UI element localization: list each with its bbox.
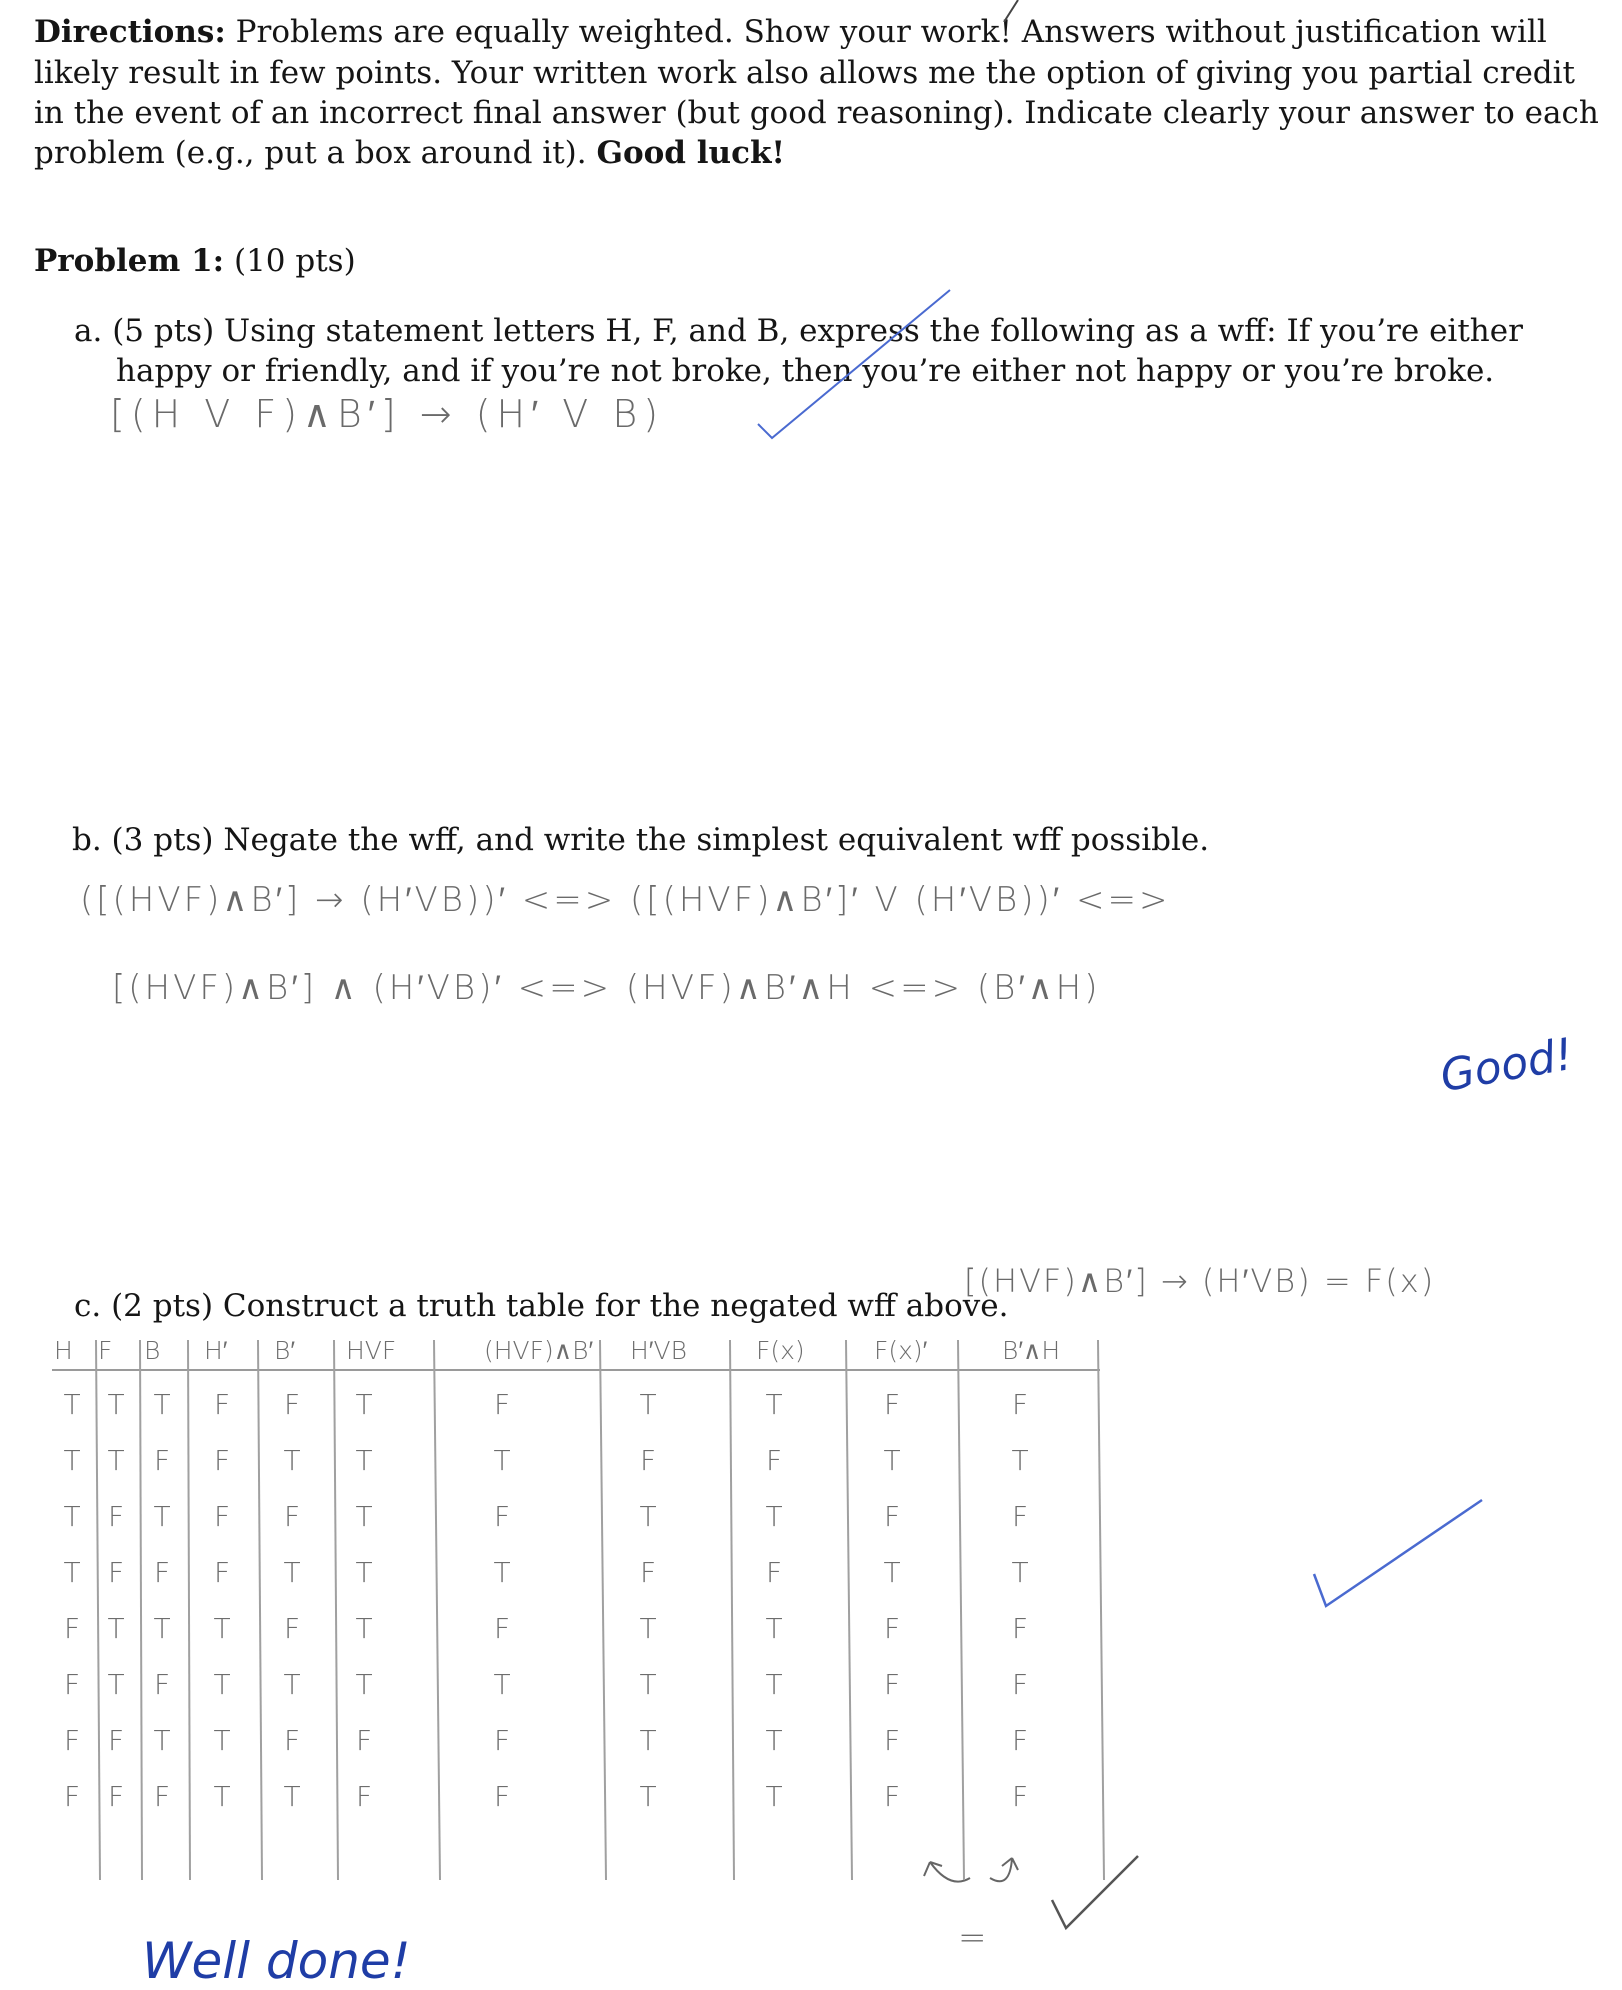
truth-table-cell: F [153,1556,171,1589]
truth-table-cell: F [355,1724,373,1757]
directions-line-2: likely result in few points. Your written work also allows me the option of giving you partial credit [34,55,1576,91]
truth-table-cell: F [1011,1724,1029,1757]
directions-text-1: Problems are equally weighted. Show your work! Answers without justification will [235,14,1547,50]
truth-table-cell: F [283,1500,301,1533]
part-b-label: b. (3 pts) Negate the wff, and write the simplest equivalent wff possible. [72,822,1210,858]
stray-mark [1004,0,1018,22]
truth-table-cell: T [639,1612,657,1645]
truth-table-cell: F [1011,1780,1029,1813]
problem-1-points: (10 pts) [233,243,356,279]
directions-text-4: problem (e.g., put a box around it). [34,135,587,171]
truth-table-cell: T [213,1668,231,1701]
truth-table-cell: T [355,1668,373,1701]
truth-table-cell: T [213,1780,231,1813]
truth-table-col-header: F(x)′ [874,1336,928,1365]
truth-table-cell: T [213,1724,231,1757]
truth-table-cell: T [283,1444,301,1477]
part-b-work-1: ([(HVF)∧B′] → (H′VB))′ <=> ([(HVF)∧B′]′ V (H′VB))′ <=> [80,880,1171,920]
truth-table-cell: F [1011,1612,1029,1645]
truth-table-cell: T [493,1444,511,1477]
truth-table-cell: F [213,1388,231,1421]
truth-table-cell: F [153,1780,171,1813]
part-a-answer: [(H V F)∧B′] → (H′ V B) [110,392,665,436]
truth-table-cell: F [213,1444,231,1477]
truth-table-cell: F [765,1444,783,1477]
truth-table-col-header: B′∧H [1002,1336,1061,1365]
truth-table-cell: F [1011,1500,1029,1533]
truth-table-cell: T [765,1500,783,1533]
truth-table-cell: F [153,1668,171,1701]
truth-table-cell: T [639,1388,657,1421]
truth-table-cell: F [639,1444,657,1477]
truth-table-cell: T [883,1444,901,1477]
truth-table-col-header: F [98,1336,113,1365]
part-c-label: c. (2 pts) Construct a truth table for the negated wff above. [74,1288,1009,1324]
truth-table-cell: T [63,1444,81,1477]
truth-table-col-header: B [144,1336,161,1365]
truth-table-cell: T [63,1556,81,1589]
truth-table-cell: T [355,1612,373,1645]
truth-table-cell: F [107,1724,125,1757]
truth-table-cell: T [63,1500,81,1533]
truth-table-cell: F [1011,1388,1029,1421]
truth-table-cell: F [283,1388,301,1421]
truth-table-cell: T [1011,1444,1029,1477]
truth-table-cell: T [639,1668,657,1701]
truth-table-cell: T [765,1780,783,1813]
truth-table-cell: T [883,1556,901,1589]
truth-table-cell: F [493,1388,511,1421]
check-mark-c [1314,1500,1482,1606]
truth-table-cell: F [107,1500,125,1533]
truth-table-cell: T [107,1444,125,1477]
truth-table-cell: F [63,1612,81,1645]
truth-table-cell: T [765,1724,783,1757]
truth-table-cell: T [765,1612,783,1645]
truth-table-cell: T [639,1724,657,1757]
truth-table-cell: T [63,1388,81,1421]
arrow-right-icon [990,1858,1018,1881]
truth-table-cell: F [493,1724,511,1757]
truth-table-cell: T [153,1724,171,1757]
truth-table-cell: T [213,1612,231,1645]
truth-table-cell: T [153,1612,171,1645]
truth-table-col-header: HVF [346,1336,397,1365]
truth-table-col-header: H′ [204,1336,228,1365]
truth-table-cell: F [639,1556,657,1589]
check-mark-a [758,290,950,438]
truth-table-cell: T [355,1388,373,1421]
truth-table-cell: T [765,1668,783,1701]
truth-table-cell: F [883,1388,901,1421]
truth-table-cell: F [883,1500,901,1533]
truth-table-cell: F [493,1500,511,1533]
truth-table-cell: F [213,1556,231,1589]
truth-table-cell: T [283,1780,301,1813]
truth-table-cell: F [1011,1668,1029,1701]
directions-label: Directions: [34,14,226,50]
truth-table-cell: T [355,1500,373,1533]
truth-table-cell: T [107,1612,125,1645]
truth-table-cell: T [765,1388,783,1421]
truth-table-cell: F [883,1724,901,1757]
truth-table-cell: F [765,1556,783,1589]
truth-table-cell: F [63,1668,81,1701]
truth-table-cell: T [493,1556,511,1589]
truth-table-cell: F [213,1500,231,1533]
truth-table-cell: T [355,1444,373,1477]
truth-table-cell: T [107,1668,125,1701]
truth-table-cell: F [283,1612,301,1645]
truth-table-col-header: H [54,1336,73,1365]
truth-table-col-header: F(x) [756,1336,805,1365]
truth-table-cell: F [107,1556,125,1589]
truth-table-cell: T [1011,1556,1029,1589]
part-c-feedback: Well done! [142,1932,411,1990]
part-a-label-2: happy or friendly, and if you’re not broke, then you’re either not happy or you’re broke. [116,353,1495,389]
part-b-work-2: [(HVF)∧B′] ∧ (H′VB)′ <=> (HVF)∧B′∧H <=> (B′∧H) [112,968,1101,1008]
truth-table-cell: T [153,1500,171,1533]
truth-table-col-header: B′ [274,1336,296,1365]
table-column-rules [96,1340,1104,1880]
directions-line-3: in the event of an incorrect final answer (but good reasoning). Indicate clearly your answer to each [34,95,1599,131]
truth-table-col-header: (HVF)∧B′ [484,1336,594,1365]
truth-table-cell: T [153,1388,171,1421]
truth-table-cell: T [639,1500,657,1533]
truth-table-cell: F [883,1668,901,1701]
problem-1-title: Problem 1: [34,243,225,279]
truth-table-cell: F [493,1612,511,1645]
truth-table-cell: T [639,1780,657,1813]
truth-table-cell: F [63,1724,81,1757]
truth-table-cell: T [493,1668,511,1701]
equals-mark: = [958,1918,987,1958]
part-c-annotation: [(HVF)∧B′] → (H′VB) = F(x) [964,1262,1436,1300]
truth-table-cell: T [107,1388,125,1421]
truth-table-cell: F [153,1444,171,1477]
truth-table-cell: F [883,1612,901,1645]
truth-table-cell: F [883,1780,901,1813]
truth-table-cell: F [355,1780,373,1813]
truth-table-col-header: H′VB [630,1336,687,1365]
truth-table-cell: F [63,1780,81,1813]
check-mark-bottom [1052,1856,1138,1928]
truth-table-cell: F [107,1780,125,1813]
truth-table-cell: T [283,1668,301,1701]
part-b-feedback: Good! [1436,1028,1577,1103]
truth-table-cell: T [283,1556,301,1589]
good-luck: Good luck! [596,135,786,171]
part-a-label: a. (5 pts) Using statement letters H, F, and B, express the following as a wff: If you’re either [74,313,1523,349]
truth-table-cell: T [355,1556,373,1589]
truth-table-cell: F [283,1724,301,1757]
truth-table-cell: F [493,1780,511,1813]
